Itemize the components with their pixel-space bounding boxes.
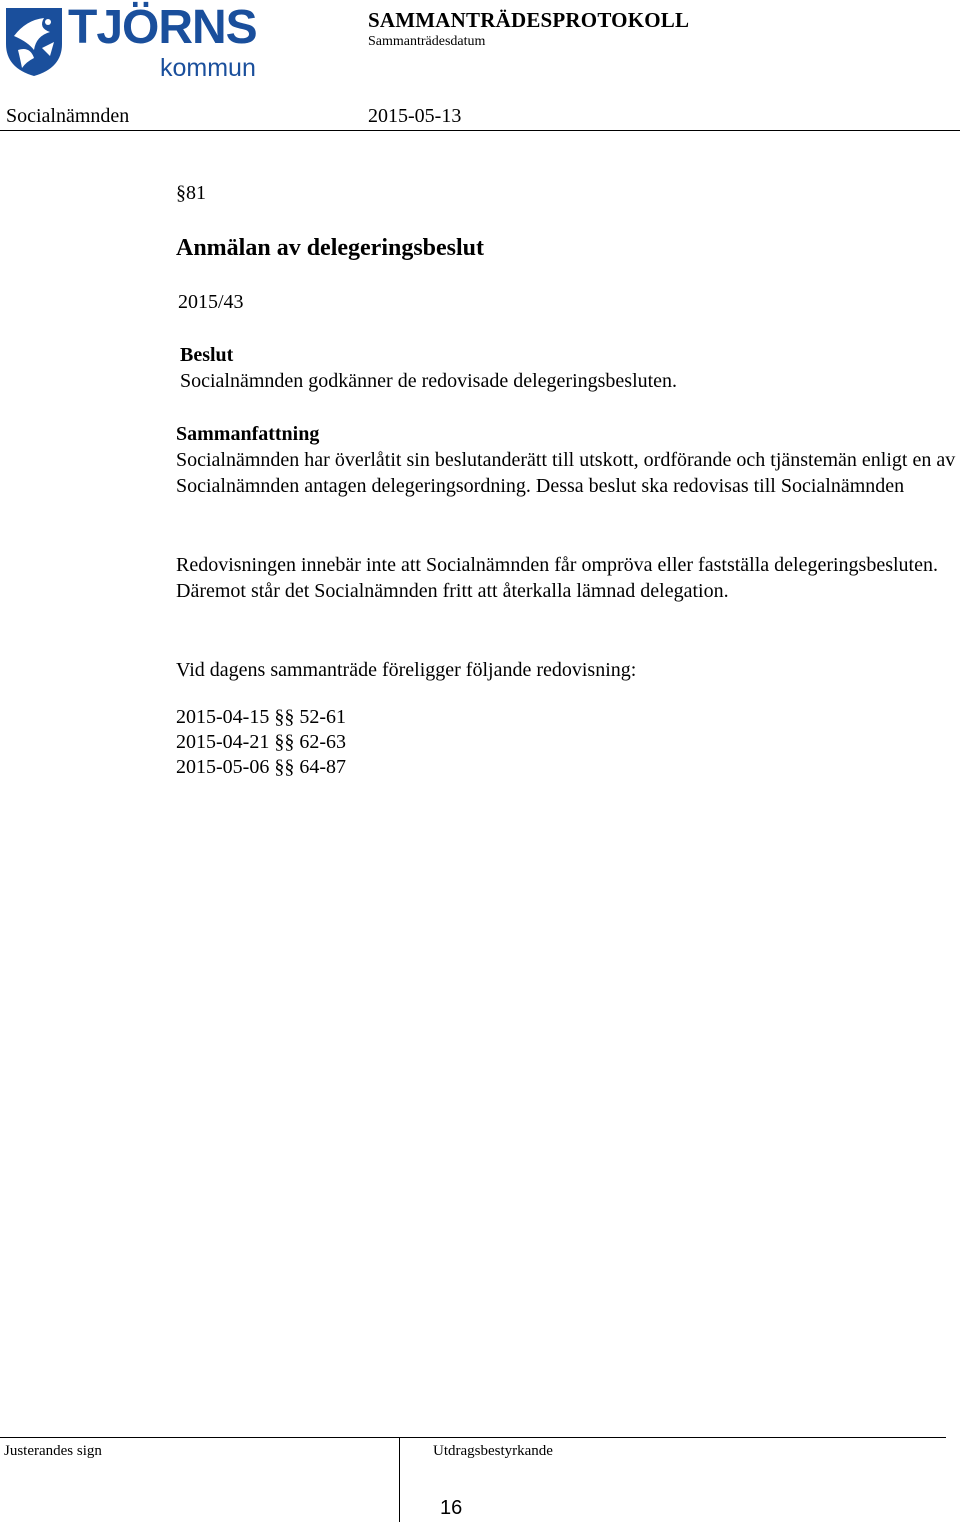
reporting-text: Redovisningen innebär inte att Socialnämnden får ompröva eller fastställa delegeringsbesluten. Däremot står det Socialnämnden fritt att återkalla lämnad delegation.	[176, 554, 938, 602]
summary-text: Socialnämnden har överlåtit sin beslutanderätt till utskott, ordförande och tjänstemän enligt en av Socialnämnden antagen delegeringsordning. Dessa beslut ska redovisas till Socialnämnden	[176, 449, 956, 497]
logo-subtitle: kommun	[160, 54, 256, 82]
case-number: 2015/43	[178, 291, 244, 313]
list-item	[176, 730, 346, 755]
signature-label: Justerandes sign	[4, 1443, 102, 1459]
paragraph-number: §81	[176, 182, 206, 204]
summary-heading: Sammanfattning	[176, 423, 320, 445]
meeting-date: 2015-05-13	[368, 105, 462, 127]
page-number: 16	[440, 1497, 463, 1519]
report-intro: Vid dagens sammanträde föreligger följande redovisning:	[176, 659, 637, 681]
logo-name: TJÖRNS	[68, 1, 257, 54]
report-date: 2015-04-21	[176, 731, 270, 753]
decision-text: Socialnämnden godkänner de redovisade delegeringsbesluten.	[180, 370, 678, 392]
report-sections: §§ 62-63	[274, 731, 346, 753]
report-date: 2015-05-06	[176, 756, 270, 778]
document-title: SAMMANTRÄDESPROTOKOLL	[368, 8, 690, 32]
header-divider	[0, 130, 960, 131]
decision-heading: Beslut	[180, 344, 234, 366]
extract-certification-label: Utdragsbestyrkande	[433, 1443, 553, 1459]
report-date: 2015-04-15	[176, 706, 270, 728]
footer-column-divider	[399, 1437, 400, 1522]
list-item	[176, 705, 346, 730]
tjorn-coat-of-arms-icon	[4, 6, 64, 78]
committee-name: Socialnämnden	[6, 105, 130, 127]
report-list	[176, 705, 346, 780]
case-title: Anmälan av delegeringsbeslut	[176, 235, 485, 261]
report-sections: §§ 52-61	[274, 706, 346, 728]
report-sections: §§ 64-87	[274, 756, 346, 778]
footer-divider	[0, 1437, 946, 1438]
list-item	[176, 755, 346, 780]
document-subtitle: Sammanträdesdatum	[368, 34, 486, 49]
